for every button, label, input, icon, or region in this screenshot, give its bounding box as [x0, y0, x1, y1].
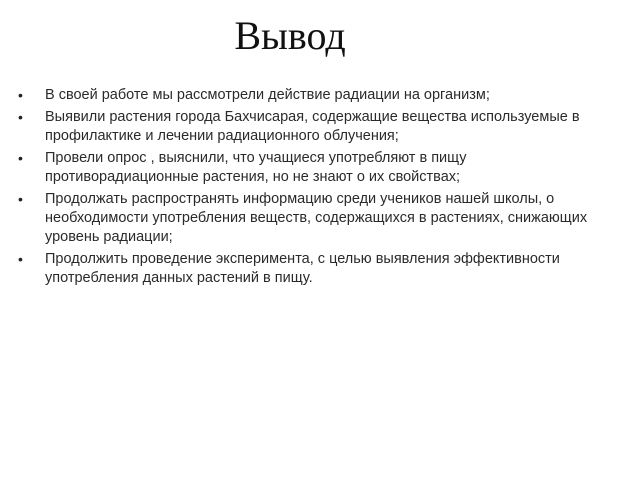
list-item [18, 149, 618, 187]
bullet-icon: • [18, 109, 23, 125]
bullet-text: Продолжать распространять информацию среди учеников нашей школы, о необходимости употребления веществ, содержащихся в растениях, снижающих уровень радиации; [45, 191, 588, 245]
bullet-icon: • [18, 150, 23, 166]
list-item [18, 250, 618, 288]
list-item [18, 108, 618, 146]
bullet-list [18, 86, 618, 291]
slide-title: Вывод [234, 13, 346, 58]
bullet-text: Выявили растения города Бахчисарая, содержащие вещества используемые в профилактике и лечении радиационного облучения; [45, 109, 580, 144]
list-item [18, 86, 618, 105]
bullet-icon: • [18, 251, 23, 267]
bullet-icon: • [18, 87, 23, 103]
list-item [18, 190, 618, 247]
bullet-icon: • [18, 191, 23, 207]
bullet-text: Провели опрос , выяснили, что учащиеся употребляют в пищу противорадиационные растения, но не знают о их свойствах; [45, 150, 467, 185]
bullet-text: Продолжить проведение эксперимента, с целью выявления эффективности употребления данных растений в пищу. [45, 251, 560, 286]
bullet-text: В своей работе мы рассмотрели действие радиации на организм; [45, 87, 490, 103]
